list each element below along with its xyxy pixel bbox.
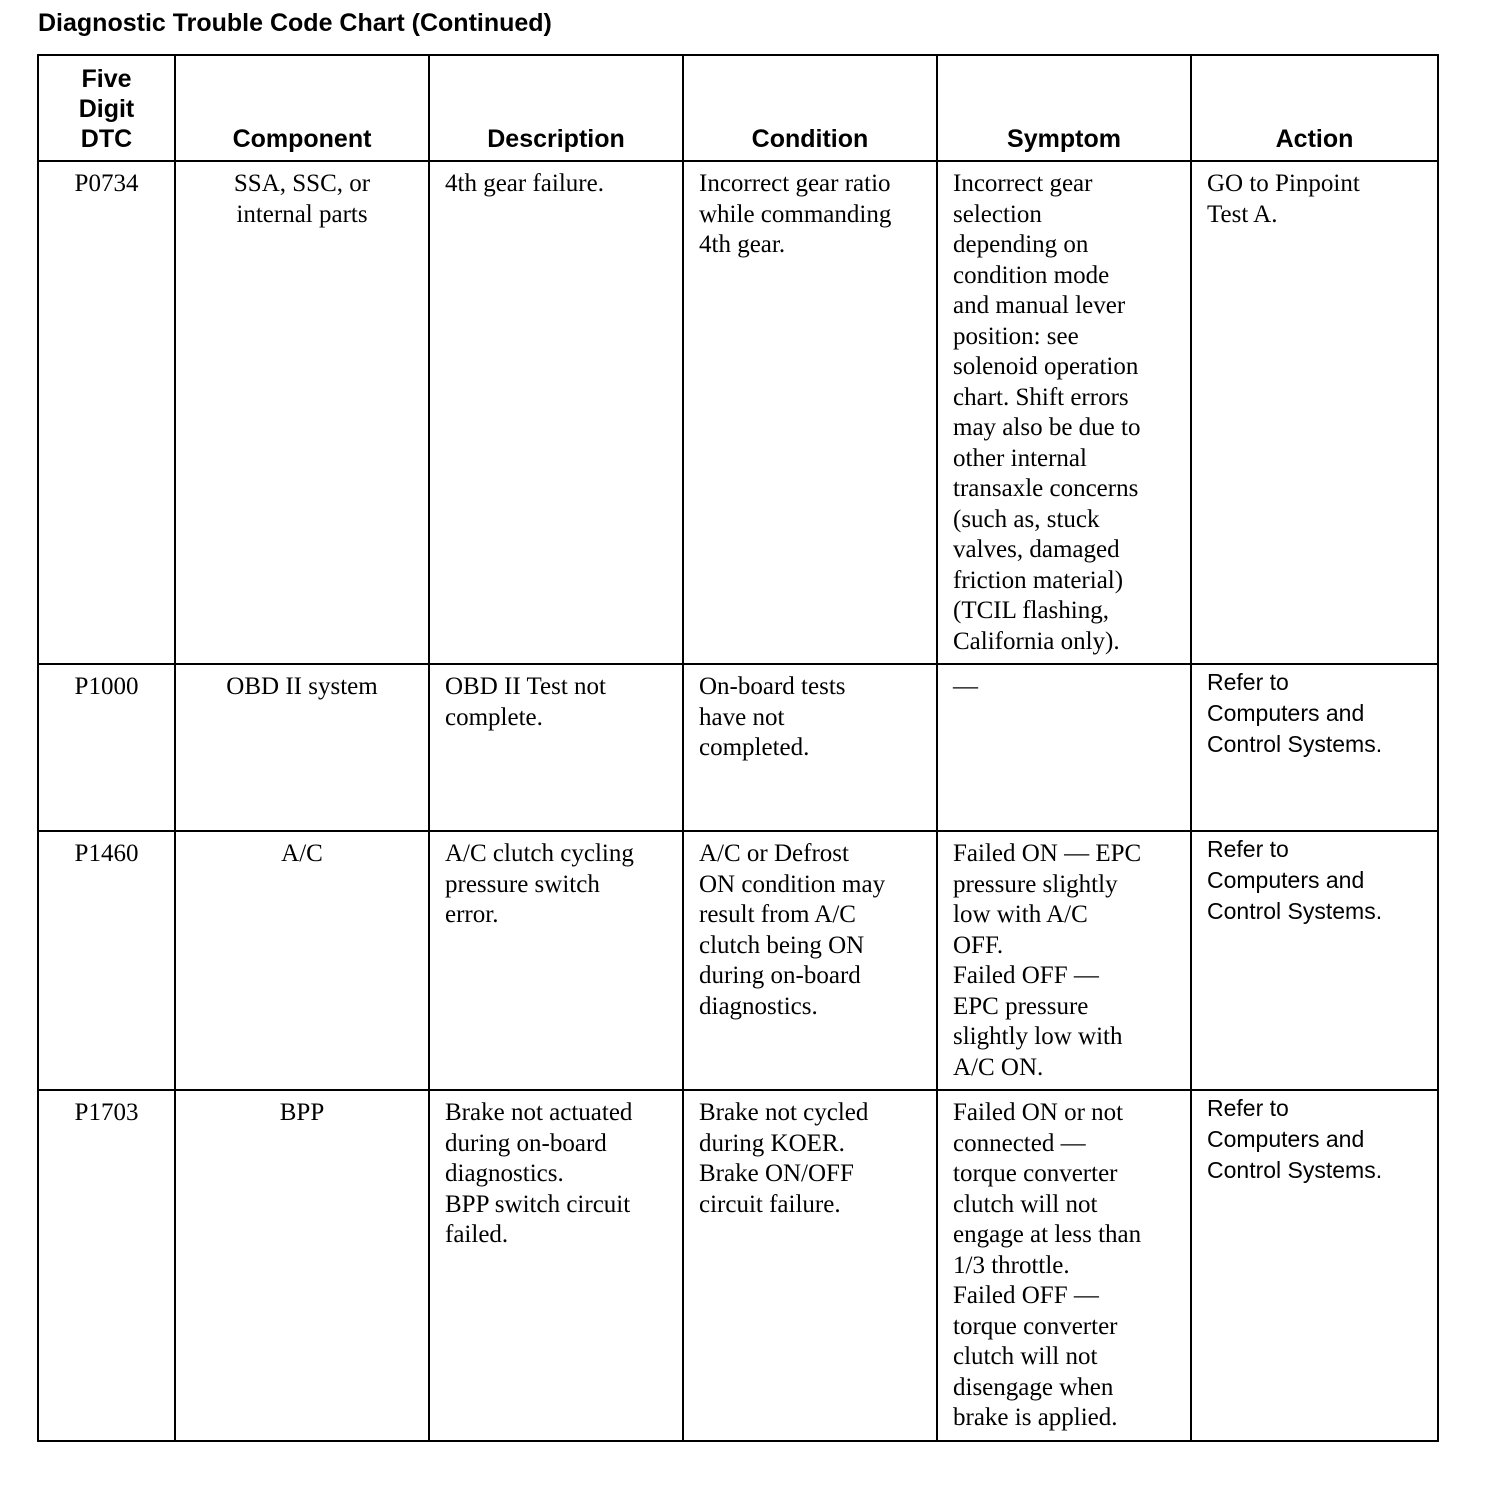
symptom-cell: Incorrect gear selection depending on condition mode and manual lever position: see solenoid operation chart. Shift errors may also be due to other internal transaxle concerns (such as, stuck valves, damaged friction material) (TCIL flashing, California only). — [937, 161, 1191, 664]
description-cell: Brake not actuated during on-board diagnostics. BPP switch circuit failed. — [429, 1090, 683, 1441]
table-row — [38, 161, 1438, 664]
header-condition: Condition — [683, 55, 937, 161]
header-action: Action — [1191, 55, 1438, 161]
table-header-row — [38, 55, 1438, 161]
dtc-cell: P1000 — [38, 664, 175, 831]
symptom-cell: — — [937, 664, 1191, 831]
symptom-cell: Failed ON — EPC pressure slightly low with A/C OFF. Failed OFF — EPC pressure slightly low with A/C ON. — [937, 831, 1191, 1090]
condition-cell: A/C or Defrost ON condition may result from A/C clutch being ON during on-board diagnostics. — [683, 831, 937, 1090]
table-row — [38, 831, 1438, 1090]
description-cell: A/C clutch cycling pressure switch error. — [429, 831, 683, 1090]
description-cell: OBD II Test not complete. — [429, 664, 683, 831]
condition-cell: On-board tests have not completed. — [683, 664, 937, 831]
action-cell: GO to Pinpoint Test A. — [1191, 161, 1438, 664]
dtc-cell: P0734 — [38, 161, 175, 664]
header-component: Component — [175, 55, 429, 161]
symptom-cell: Failed ON or not connected — torque converter clutch will not engage at less than 1/3 throttle. Failed OFF — torque converter clutch will not disengage when brake is applied. — [937, 1090, 1191, 1441]
condition-cell: Incorrect gear ratio while commanding 4th gear. — [683, 161, 937, 664]
condition-cell: Brake not cycled during KOER. Brake ON/OFF circuit failure. — [683, 1090, 937, 1441]
action-cell: Refer to Computers and Control Systems. — [1191, 831, 1438, 1090]
component-cell: BPP — [175, 1090, 429, 1441]
dtc-cell: P1703 — [38, 1090, 175, 1441]
page-title: Diagnostic Trouble Code Chart (Continued) — [38, 9, 552, 37]
header-symptom: Symptom — [937, 55, 1191, 161]
dtc-chart-table — [37, 54, 1439, 1442]
table-row — [38, 664, 1438, 831]
dtc-cell: P1460 — [38, 831, 175, 1090]
action-cell: Refer to Computers and Control Systems. — [1191, 664, 1438, 831]
header-dtc: Five Digit DTC — [38, 55, 175, 161]
description-cell: 4th gear failure. — [429, 161, 683, 664]
component-cell: OBD II system — [175, 664, 429, 831]
table-row — [38, 1090, 1438, 1441]
component-cell: SSA, SSC, or internal parts — [175, 161, 429, 664]
component-cell: A/C — [175, 831, 429, 1090]
header-description: Description — [429, 55, 683, 161]
action-cell: Refer to Computers and Control Systems. — [1191, 1090, 1438, 1441]
